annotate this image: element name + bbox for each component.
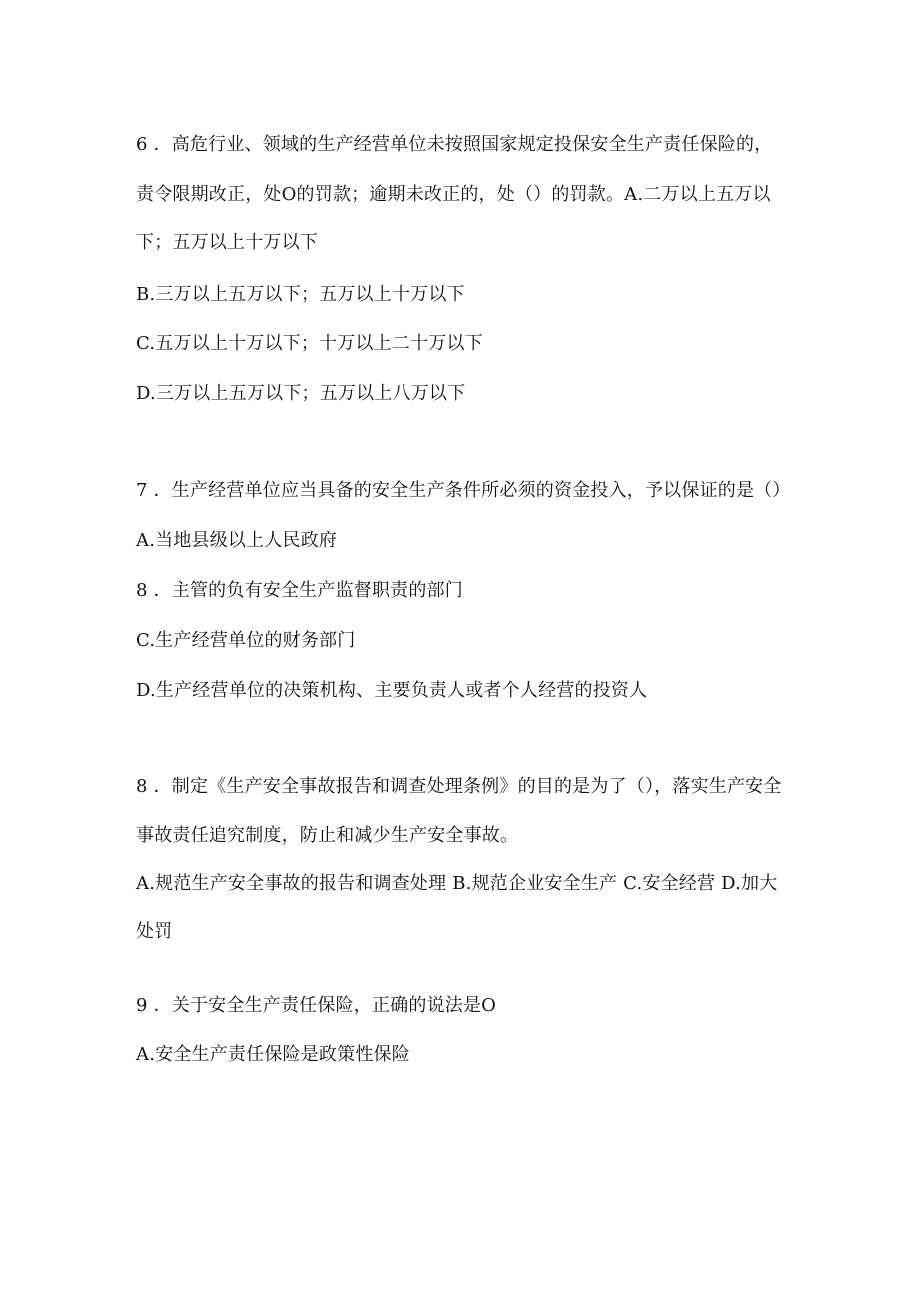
question-6-line-2: 责令限期改正，处O的罚款；逾期未改正的，处（）的罚款。A.二万以上五万以 xyxy=(136,184,771,205)
question-7-option-a: A.当地县级以上人民政府 xyxy=(136,530,338,551)
question-7-line-1: 7 ．生产经营单位应当具备的安全生产条件所必须的资金投入，予以保证的是（） xyxy=(136,480,791,501)
question-6-option-c: C.五万以上十万以下；十万以上二十万以下 xyxy=(136,333,483,354)
question-9-line-1: 9 ．关于安全生产责任保险，正确的说法是O xyxy=(136,995,497,1016)
question-8-options-line-1: A.规范生产安全事故的报告和调查处理 B.规范企业安全生产 C.安全经营 D.加大 xyxy=(136,873,778,894)
question-6-option-d: D.三万以上五万以下；五万以上八万以下 xyxy=(136,383,466,404)
question-6-option-b: B.三万以上五万以下；五万以上十万以下 xyxy=(136,284,465,305)
question-7-option-d: D.生产经营单位的决策机构、主要负责人或者个人经营的投资人 xyxy=(136,680,648,701)
question-7-option-b: 8 ．主管的负有安全生产监督职责的部门 xyxy=(136,580,463,601)
question-6-line-3: 下；五万以上十万以下 xyxy=(136,232,318,253)
question-9-option-a: A.安全生产责任保险是政策性保险 xyxy=(136,1044,410,1065)
question-6-line-1: 6 ．高危行业、领域的生产经营单位未按照国家规定投保安全生产责任保险的， xyxy=(136,134,773,155)
question-8-line-1: 8 ．制定《生产安全事故报告和调查处理条例》的目的是为了（），落实生产安全 xyxy=(136,776,782,797)
question-7-option-c: C.生产经营单位的财务部门 xyxy=(136,630,356,651)
question-8-options-line-2: 处罚 xyxy=(136,921,173,942)
question-8-line-2: 事故责任追究制度，防止和减少生产安全事故。 xyxy=(136,825,519,846)
